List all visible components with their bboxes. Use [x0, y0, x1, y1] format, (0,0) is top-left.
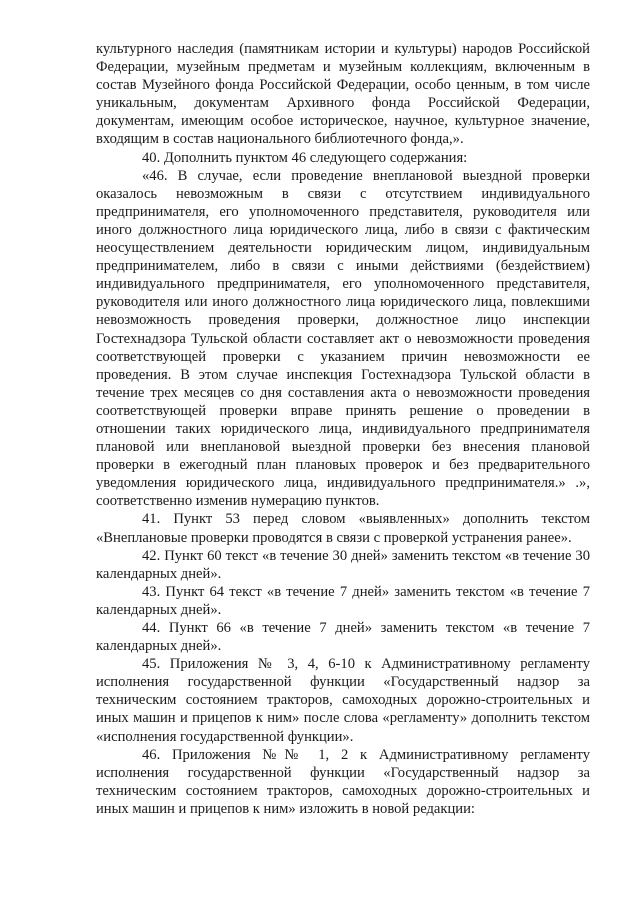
document-body	[96, 40, 590, 818]
paragraph-item-46: 46. Приложения №№ 1, 2 к Административному регламенту исполнения государственной функции «Государственный надзор за техническим состоянием тракторов, самоходных дорожно-строительных и иных машин и прицепов к ним» изложить в новой редакции:	[96, 746, 590, 817]
paragraph-item-41: 41. Пункт 53 перед словом «выявленных» дополнить текстом «Внеплановые проверки проводятся в связи с проверкой устранения ранее».	[96, 511, 590, 546]
paragraph-continuation: культурного наследия (памятникам истории и культуры) народов Российской Федерации, музейным предметам и музейным коллекциям, включенным в состав Музейного фонда Российской Федерации, особо ценным, в том числе уникальным, документам Архивного фонда Российской Федерации, документам, имеющим особое историческое, научное, культурное значение, входящим в состав национального библиотечного фонда,».	[96, 41, 590, 148]
paragraph-item-42: 42. Пункт 60 текст «в течение 30 дней» заменить текстом «в течение 30 календарных дней».	[96, 547, 590, 582]
paragraph-item-45: 45. Приложения № 3, 4, 6-10 к Административному регламенту исполнения государственной функции «Государственный надзор за техническим состоянием тракторов, самоходных дорожно-строительных и иных машин и прицепов к ним» после слова «регламенту» дополнить текстом «исполнения государственной функции».	[96, 656, 590, 745]
paragraph-item-44: 44. Пункт 66 «в течение 7 дней» заменить текстом «в течение 7 календарных дней».	[96, 620, 590, 655]
paragraph-quoted-item-46: «46. В случае, если проведение внеплановой выездной проверки оказалось невозможным в связи с отсутствием индивидуального предпринимателя, его уполномоченного представителя, руководителя или иного должностного лица юридического лица, либо в связи с фактическим неосуществлением деятельности юридическим лицом, индивидуальным предпринимателем, либо в связи с иными действиями (бездействием) индивидуального предпринимателя, его уполномоченного представителя, руководителя или иного должностного лица юридического лица, повлекшими невозможность проведения проверки, должностное лицо инспекции Гостехнадзора Тульской области составляет акт о невозможности проведения соответствующей проверки с указанием причин невозможности ее проведения. В этом случае инспекция Гостехнадзора Тульской области в течение трех месяцев со дня составления акта о невозможности проведения соответствующей проверки вправе принять решение о проведении в отношении таких юридического лица, индивидуального предпринимателя плановой или внеплановой выездной проверки без внесения плановой проверки в ежегодный план плановых проверок и без предварительного уведомления юридического лица, индивидуального предпринимателя.» .», соответственно изменив нумерацию пунктов.	[96, 167, 590, 510]
paragraph-item-43: 43. Пункт 64 текст «в течение 7 дней» заменить текстом «в течение 7 календарных дней».	[96, 583, 590, 618]
paragraph-item-40: 40. Дополнить пунктом 46 следующего содержания:	[142, 149, 468, 166]
